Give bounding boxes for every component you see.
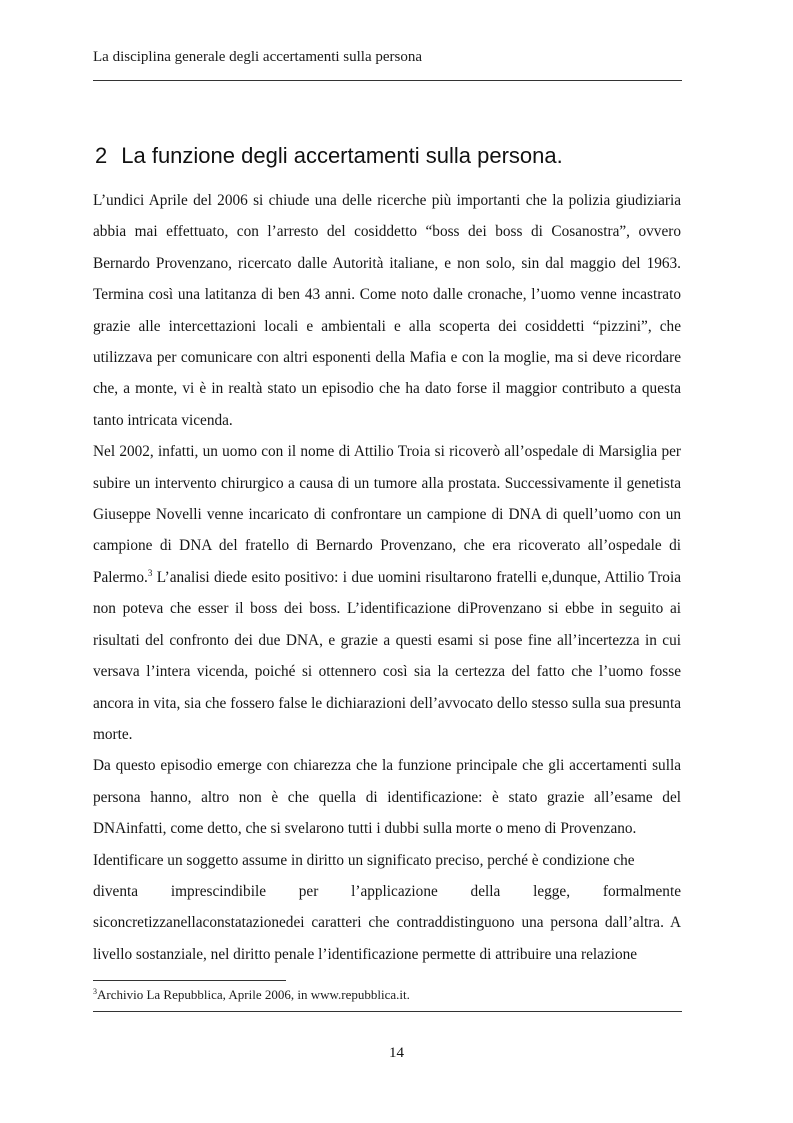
page-number: 14 bbox=[389, 1045, 404, 1061]
paragraph-4-line-2: diventa imprescindibile per l’applicazione della legge, formalmente bbox=[93, 882, 681, 900]
paragraph-4 bbox=[93, 845, 681, 971]
paragraph-2-part-2: L’analisi diede esito positivo: i due uomini risultarono fratelli e,dunque, Attilio Troia non poteva che esser il boss dei boss. L’identificazione diProvenzano si ebbe in seguito ai risultati del confronto dei due DNA, e grazie a questi esami si pose fine all’incertezza in cui versava l’intera vicenda, poiché si ottennero così sia la certezza del fatto che l’uomo fosse ancora in vita, sia che fossero false le dichiarazioni dell’avvocato dello stesso sulla sua presunta morte. bbox=[93, 568, 681, 743]
footnote-reference[interactable]: 3 bbox=[147, 567, 153, 578]
footnote-text: Archivio La Repubblica, Aprile 2006, in www.repubblica.it. bbox=[97, 987, 410, 1002]
body-text bbox=[93, 185, 681, 970]
section-heading bbox=[95, 140, 563, 172]
paragraph-3: Da questo episodio emerge con chiarezza che la funzione principale che gli accertamenti sulla persona hanno, altro non è che quella di identificazione: è stato grazie all’esame del DNAinfatti, come detto, che si svelarono tutti i dubbi sulla morte o meno di Provenzano. bbox=[93, 757, 681, 838]
section-number: 2 bbox=[95, 143, 108, 168]
running-header: La disciplina generale degli accertamenti sulla persona bbox=[93, 49, 423, 65]
footnote-divider bbox=[93, 980, 286, 981]
paragraph-2 bbox=[93, 436, 681, 750]
paragraph-1: L’undici Aprile del 2006 si chiude una delle ricerche più importanti che la polizia giudiziaria abbia mai effettuato, con l’arresto del cosiddetto “boss dei boss di Cosanostra”, ovvero Bernardo Provenzano, ricercato dalle Autorità italiane, e non solo, sin dal maggio del 1963. Termina così una latitanza di ben 43 anni. Come noto dalle cronache, l’uomo venne incastrato grazie alle intercettazioni locali e ambientali e alla scoperta dei cosiddetti “pizzini”, che utilizzava per comunicare con altri esponenti della Mafia e con la moglie, ma si deve ricordare che, a monte, vi è in realtà stato un episodio che ha dato forse il maggior contributo a questa tanto intricata vicenda. bbox=[93, 192, 681, 429]
section-title: La funzione degli accertamenti sulla persona. bbox=[121, 143, 563, 168]
footnote bbox=[93, 986, 410, 1004]
footer-divider bbox=[93, 1011, 682, 1012]
header-divider bbox=[93, 80, 682, 81]
footnote-number: 3 bbox=[93, 987, 97, 996]
paragraph-4-rest: siconcretizzanellaconstatazionedei caratteri che contraddistinguono una persona dall’altra. A livello sostanziale, nel diritto penale l’identificazione permette di attribuire una relazione bbox=[93, 914, 681, 963]
paragraph-2-part-1: Nel 2002, infatti, un uomo con il nome di Attilio Troia si ricoverò all’ospedale di Marsiglia per subire un intervento chirurgico a causa di un tumore alla prostata. Successivamente il genetista Giuseppe Novelli venne incaricato di confrontare un campione di DNA di quell’uomo con un campione di DNA del fratello di Bernardo Provenzano, che era ricoverato all’ospedale di Palermo. bbox=[93, 443, 681, 586]
paragraph-4-line-1: Identificare un soggetto assume in diritto un significato preciso, perché è condizione che bbox=[93, 851, 635, 869]
